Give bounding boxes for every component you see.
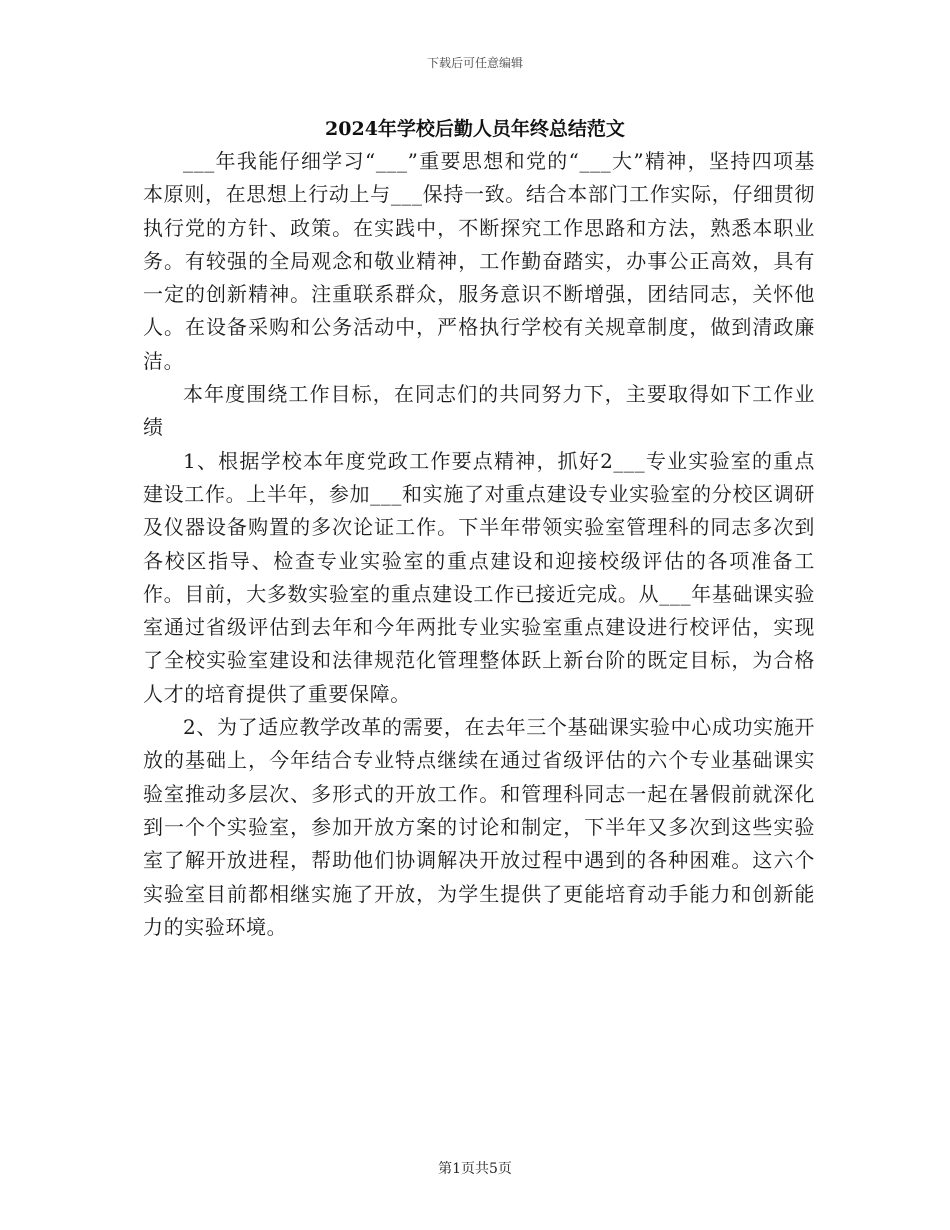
paragraph-intro: ___年我能仔细学习“___”重要思想和党的“___大”精神，坚持四项基本原则，在思想上行动上与___保持一致。结合本部门工作实际，仔细贯彻执行党的方针、政策。在实践中，不断探究工作思路和方法，熟悉本职业务。有较强的全局观念和敬业精神，工作勤奋踏实，办事公正高效，具有一定的创新精神。注重联系群众，服务意识不断增强，团结同志，关怀他人。在设备采购和公务活动中，严格执行学校有关规章制度，做到清政廉洁。 bbox=[143, 149, 815, 373]
document-body bbox=[143, 145, 815, 944]
paragraph-item-2: 2、为了适应教学改革的需要，在去年三个基础课实验中心成功实施开放的基础上，今年结合专业特点继续在通过省级评估的六个专业基础课实验室推动多层次、多形式的开放工作。和管理科同志一起在暑假前就深化到一个个实验室，参加开放方案的讨论和制定，下半年又多次到这些实验室了解开放进程，帮助他们协调解决开放过程中遇到的各种困难。这六个实验室目前都相继实施了开放，为学生提供了更能培育动手能力和创新能力的实验环境。 bbox=[143, 715, 815, 939]
page-number: 第1页共5页 bbox=[438, 1161, 512, 1177]
paragraph-item-1: 1、根据学校本年度党政工作要点精神，抓好2___专业实验室的重点建设工作。上半年，参加___和实施了对重点建设专业实验室的分校区调研及仪器设备购置的多次论证工作。下半年带领实验室管理科的同志多次到各校区指导、检查专业实验室的重点建设和迎接校级评估的各项准备工作。目前，大多数实验室的重点建设工作已接近完成。从___年基础课实验室通过省级评估到去年和今年两批专业实验室重点建设进行校评估，实现了全校实验室建设和法律规范化管理整体跃上新台阶的既定目标，为合格人才的培育提供了重要保障。 bbox=[143, 448, 815, 706]
page-header: 下载后可任意编辑 bbox=[426, 56, 523, 70]
paragraph-summary-lead: 本年度围绕工作目标，在同志们的共同努力下，主要取得如下工作业绩 bbox=[143, 382, 815, 440]
document-title: 2024年学校后勤人员年终总结范文 bbox=[325, 118, 625, 140]
